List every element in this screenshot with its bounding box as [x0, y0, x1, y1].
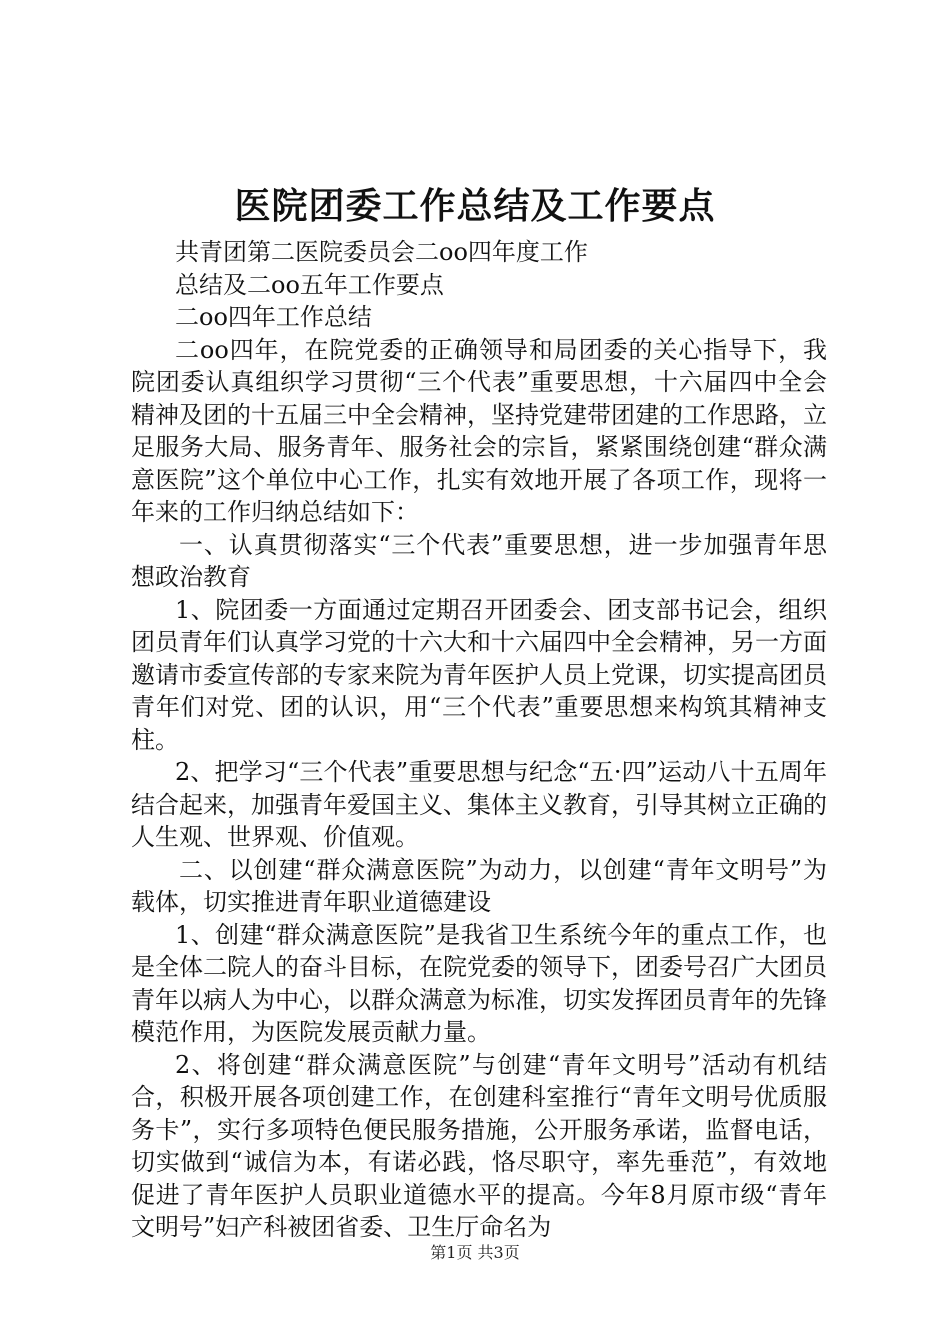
paragraph-1-1: 1、院团委一方面通过定期召开团委会、团支部书记会，组织团员青年们认真学习党的十六大和十六届四中全会精神，另一方面邀请市委宣传部的专家来院为青年医护人员上党课，切实提高团员青年们对党、团的认识，用“三个代表”重要思想来构筑其精神支柱。 [131, 595, 827, 754]
section-heading-1: 一、认真贯彻落实“三个代表”重要思想，进一步加强青年思想政治教育 [131, 530, 827, 591]
document-body [131, 236, 827, 1244]
intro-paragraph: 二oo四年，在院党委的正确领导和局团委的关心指导下，我院团委认真组织学习贯彻“三个代表”重要思想，十六届四中全会精神及团的十五届三中全会精神，坚持党建带团建的工作思路，立足服务大局、服务青年、服务社会的宗旨，紧紧围绕创建“群众满意医院”这个单位中心工作，扎实有效地开展了各项工作，现将一年来的工作归纳总结如下： [131, 335, 827, 526]
paragraph-2-2: 2、将创建“群众满意医院”与创建“青年文明号”活动有机结合，积极开展各项创建工作，在创建科室推行“青年文明号优质服务卡”，实行多项特色便民服务措施，公开服务承诺，监督电话，切实做到“诚信为本，有诺必践，恪尽职守，率先垂范”，有效地促进了青年医护人员职业道德水平的提高。今年8月原市级“青年文明号”妇产科被团省委、卫生厅命名为 [131, 1050, 827, 1241]
section-heading-2: 二、以创建“群众满意医院”为动力，以创建“青年文明号”为载体，切实推进青年职业道德建设 [131, 855, 827, 916]
subtitle-line-1: 共青团第二医院委员会二oo四年度工作 [175, 238, 588, 266]
subtitle-line-2: 总结及二oo五年工作要点 [175, 270, 444, 299]
document-title: 医院团委工作总结及工作要点 [234, 185, 716, 227]
paragraph-1-2: 2、把学习“三个代表”重要思想与纪念“五·四”运动八十五周年结合起来，加强青年爱国主义、集体主义教育，引导其树立正确的人生观、世界观、价值观。 [131, 758, 827, 851]
section-heading-summary: 二oo四年工作总结 [175, 303, 372, 331]
page-footer: 第1页 共3页 [430, 1243, 520, 1262]
paragraph-2-1: 1、创建“群众满意医院”是我省卫生系统今年的重点工作，也是全体二院人的奋斗目标，在院党委的领导下，团委号召广大团员青年以病人为中心，以群众满意为标准，切实发挥团员青年的先锋模范作用，为医院发展贡献力量。 [131, 920, 827, 1046]
